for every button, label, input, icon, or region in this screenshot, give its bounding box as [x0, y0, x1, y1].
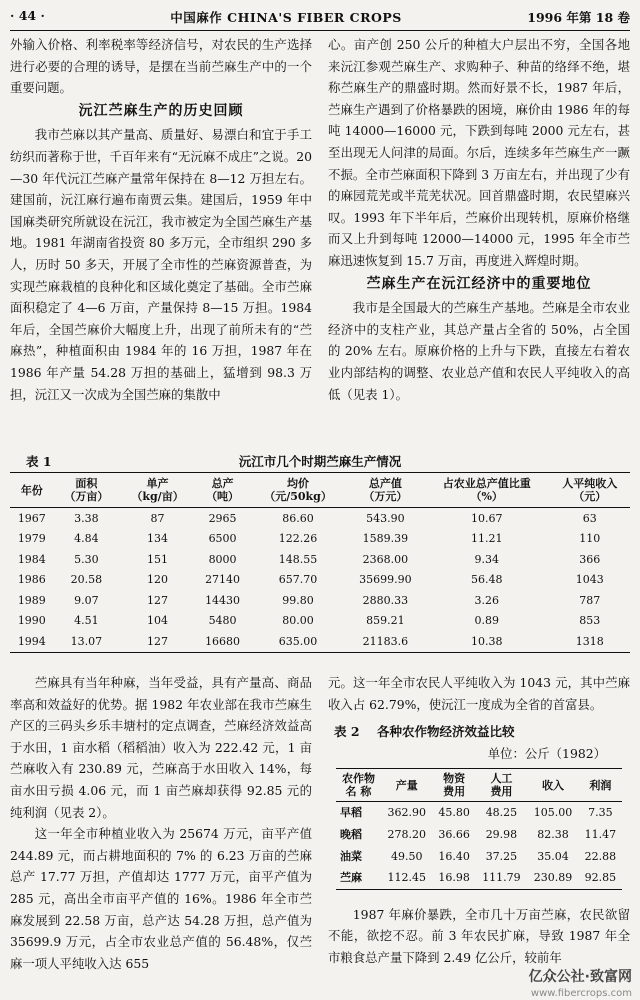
table-cell: 86.60 [282, 511, 314, 525]
right-column-bottom [328, 672, 630, 969]
column-header: 产量 [381, 769, 433, 802]
table-cell: 27140 [205, 573, 241, 587]
table-cell: 1589.39 [362, 532, 409, 546]
page-number: · 44 · [10, 8, 45, 23]
table-cell: 14430 [205, 593, 241, 607]
table-cell: 80.00 [282, 614, 314, 628]
table-cell: 4.51 [74, 614, 99, 628]
table-cell: 11.21 [470, 532, 503, 546]
issue-info: 1996 年第 18 卷 [527, 10, 630, 25]
table-cell: 853 [579, 614, 601, 628]
table-cell: 362.90 [387, 806, 426, 820]
table-cell: 278.20 [387, 827, 426, 841]
table-cell: 657.70 [278, 573, 318, 587]
table-cell: 10.38 [424, 631, 550, 652]
table-cell: 543.90 [366, 511, 405, 525]
table-cell: 16.40 [438, 849, 470, 863]
table-cell: 4.84 [74, 532, 99, 546]
table-cell: 82.38 [537, 827, 569, 841]
table2-label: 表 2 [334, 724, 360, 740]
table-row [10, 590, 630, 611]
table-cell: 22.88 [584, 849, 617, 863]
table-row [10, 611, 630, 632]
watermark-url: www.fibercrops.com [530, 988, 632, 999]
left-column-bottom [10, 672, 312, 974]
column-header: 总产值 （万元） [347, 473, 424, 508]
table-cell: 3.38 [74, 511, 99, 525]
table-cell: 21183.6 [347, 631, 424, 652]
table-cell: 92.85 [579, 867, 622, 889]
column-header: 物资 费用 [433, 769, 476, 802]
table-cell: 87 [150, 511, 165, 525]
table-cell: 105.00 [533, 806, 573, 820]
table-cell: 1984 [17, 552, 46, 566]
table-cell: 晚稻 [340, 827, 362, 841]
table-cell: 104 [147, 614, 169, 628]
column-header: 人工 费用 [476, 769, 528, 802]
table-cell: 苎麻 [336, 867, 381, 889]
table2 [336, 768, 622, 889]
table-cell: 635.00 [249, 631, 347, 652]
table-cell: 148.55 [278, 552, 318, 566]
table-cell: 5480 [208, 614, 237, 628]
paragraph: 这一年全市种植业收入为 25674 万元，亩平产值 244.89 元，而占耕地面积的 7% 的 6.23 万亩的苎麻总产 17.77 万担，产值却达 1777 万元，亩平产值为 285 元，高出全市亩平产值的 16%。1986 年全市苎麻发展到 22.58 万亩，总产达 54.28 万担，总产值为 35699.9 万元，占全市农业总产值的 56.48%，仅苎麻一项人平纯收入达 655 [10, 826, 312, 971]
table-cell: 48.25 [485, 806, 518, 820]
paragraph: 外输入价格、利率税率等经济信号，对农民的生产选择进行必要的合理的诱导，是摆在当前苎麻生产中的一个重要问题。 [10, 37, 312, 96]
table-cell: 13.07 [54, 631, 119, 652]
table-cell: 151 [147, 552, 169, 566]
table1-body [10, 508, 630, 653]
column-header: 利润 [579, 769, 622, 802]
table-cell: 7.35 [588, 806, 613, 820]
journal-title: 中国麻作 CHINA'S FIBER CROPS [170, 10, 402, 25]
table-cell: 787 [579, 593, 601, 607]
table-cell: 16680 [196, 631, 249, 652]
table-cell: 16.98 [433, 867, 476, 889]
table-cell: 49.50 [390, 849, 423, 863]
paragraph: 1987 年麻价暴跌，全市几十万亩苎麻，农民欲留不能，欲挖不忍。前 3 年农民扩麻，导致 1987 年全市粮食总产量下降到 2.49 亿公斤，较前年 [328, 906, 630, 965]
column-header: 农作物 名 称 [336, 769, 381, 802]
table-row [10, 549, 630, 570]
table-cell: 11.47 [584, 827, 617, 841]
table-cell: 早稻 [340, 806, 362, 820]
table-cell: 9.07 [74, 593, 99, 607]
table2-unit: 单位：公斤（1982） [487, 745, 606, 761]
section-heading-importance: 苎麻生产在沅江经济中的重要地位 [366, 275, 592, 292]
table-cell: 230.89 [527, 867, 579, 889]
table-cell: 45.80 [438, 806, 470, 820]
paragraph: 我市苎麻以其产量高、质量好、易漂白和宜于手工纺织而著称于世，千百年来有“无沅麻不成庄”之说。20—30 年代沅江苎麻产量常年保持在 8—12 万担左右。建国前，沅江麻行遍布南贾云集。建国后，1959 年中国麻类研究所就设在沅江，我市被定为全国苎麻生产基地。1981 年湖南省投资 80 多万元，全市组织 290 多人，历时 50 多天，开展了全市性的苎麻资源普查，为实现苎麻栽植的良种化和区域化奠定了基础。全市苎麻面积稳定了 4—6 万亩，产量保持 8—15 万担。1984 年后，全国苎麻价大幅度上升，出现了前所未有的“苎麻热”，种植面积由 1984 年的 16 万担，1987 年在 1986 年产量 54.28 万担的基础上，猛增到 98.3 万担，沅江又一次成为全国苎麻的集散中 [10, 127, 312, 402]
table-cell: 37.25 [485, 849, 518, 863]
table-cell: 1990 [17, 614, 46, 628]
table-cell: 63 [582, 511, 597, 525]
table-cell: 36.66 [438, 827, 470, 841]
column-header: 占农业总产值比重 （%） [424, 473, 550, 508]
table-cell: 1318 [549, 631, 630, 652]
paragraph: 元。这一年全市农民人平纯收入为 1043 元，其中苎麻收入占 62.79%，使沅江一度成为全省的首富县。 [328, 675, 630, 712]
table2-caption: 各种农作物经济效益比较 [376, 724, 515, 740]
table-cell: 0.89 [474, 614, 499, 628]
table-cell: 134 [147, 532, 169, 546]
table-cell: 111.79 [476, 867, 528, 889]
table-cell: 35.04 [537, 849, 569, 863]
table-row [10, 631, 630, 652]
table1 [10, 472, 630, 653]
table-cell: 2965 [208, 511, 237, 525]
paragraph: 我市是全国最大的苎麻生产基地。苎麻是全市农业经济中的支柱产业，其总产量占全省的 50%，占全国的 20% 左右。原麻价格的上升与下跌，直接左右着农业内部结构的调整、农业总产值和农民人平纯收入的高低（见表 1）。 [328, 300, 630, 402]
table-cell: 3.26 [474, 593, 499, 607]
table-cell: 110 [579, 532, 601, 546]
column-header: 面积 （万亩） [54, 473, 119, 508]
table-cell: 8000 [208, 552, 237, 566]
table-row [10, 508, 630, 529]
column-header: 总产 （吨） [196, 473, 249, 508]
table2-header-row [336, 769, 622, 802]
table-cell: 127 [119, 631, 196, 652]
table-row [10, 529, 630, 550]
column-header: 均价 （元/50kg） [249, 473, 347, 508]
table-cell: 366 [579, 552, 601, 566]
table-cell: 122.26 [278, 532, 318, 546]
table-cell: 29.98 [485, 827, 518, 841]
paragraph: 心。亩产创 250 公斤的种植大户层出不穷，全国各地来沅江参观苎麻生产、求购种子、种苗的络绎不绝，堪称苎麻生产的鼎盛时期。然而好景不长，1987 年后，苎麻生产遇到了价格暴跌的困境，麻价由 1986 年的每吨 14000—16000 元，下跌到每吨 2000 元左右，甚至出现无人问津的局面。尔后，连续多年苎麻生产一蹶不振。全市苎麻面积下降到 3 万亩左右，并出现了少有的麻园荒芜或半荒芜状况。回首鼎盛时期，农民望麻兴叹。1993 年下半年后，苎麻价出现转机，原麻价格继而又上升到每吨 12000—14000 元，1995 年全市苎麻迅速恢复到 15.7 万亩，再度进入辉煌时期。 [328, 37, 630, 268]
table-cell: 2368.00 [362, 552, 409, 566]
column-header: 人平纯收入 （元） [549, 473, 630, 508]
table-cell: 油菜 [340, 849, 362, 863]
table-cell: 120 [147, 573, 169, 587]
table-cell: 1979 [17, 532, 46, 546]
column-header: 单产 （kg/亩） [119, 473, 196, 508]
left-column-top [10, 34, 312, 405]
table-cell: 6500 [208, 532, 237, 546]
table-cell: 5.30 [74, 552, 99, 566]
table-cell: 35699.90 [359, 573, 412, 587]
table-cell: 1994 [10, 631, 54, 652]
table1-header-row [10, 473, 630, 508]
table-row [10, 570, 630, 591]
table2-title [334, 721, 630, 743]
running-header [10, 8, 630, 31]
table-cell: 859.21 [366, 614, 405, 628]
table-row [336, 867, 622, 889]
table-cell: 56.48 [470, 573, 503, 587]
table-row [336, 846, 622, 868]
watermark-logo: 亿众公社·致富网 [528, 969, 632, 985]
table-cell: 1986 [17, 573, 46, 587]
table-cell: 1967 [17, 511, 46, 525]
paragraph: 苎麻具有当年种麻，当年受益，具有产量高、商品率高和效益好的优势。据 1982 年农业部在我市苎麻生产区的三码头乡乐丰塘村的定点调查，苎麻经济效益高于水田，1 亩水稻（稻稻油）收入为 222.42 元，1 亩苎麻收入有 230.89 元，苎麻高于水田收入 14%，每亩水田亏损 4.06 元，而 1 亩苎麻却获得 92.85 元的纯利润（见表 2）。 [10, 675, 312, 820]
table2-body [336, 802, 622, 889]
column-header: 收入 [527, 769, 579, 802]
table-row [336, 824, 622, 846]
table-cell: 1989 [17, 593, 46, 607]
column-header: 年份 [10, 473, 54, 508]
table-cell: 2880.33 [362, 593, 409, 607]
table-cell: 112.45 [381, 867, 433, 889]
table-cell: 10.67 [470, 511, 503, 525]
table-cell: 127 [147, 593, 169, 607]
section-heading-history: 沅江苎麻生产的历史回顾 [78, 102, 244, 119]
table-cell: 9.34 [474, 552, 499, 566]
right-column-top [328, 34, 630, 405]
table1-label: 表 1 [26, 454, 52, 469]
table-row [336, 802, 622, 824]
table-cell: 20.58 [70, 573, 103, 587]
table-cell: 1043 [575, 573, 604, 587]
table-cell: 99.80 [282, 593, 314, 607]
table1-title [10, 452, 630, 470]
table1-caption: 沅江市几个时期苎麻生产情况 [238, 454, 402, 469]
